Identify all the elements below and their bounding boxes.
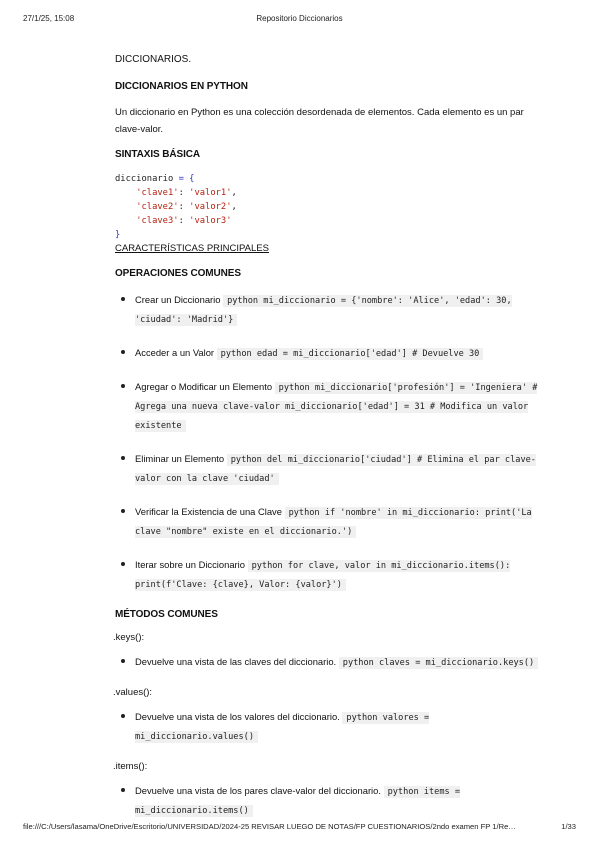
print-datetime: 27/1/25, 15:08 — [23, 14, 75, 23]
operation-label: Crear un Diccionario — [135, 294, 221, 305]
code-open-brace: { — [189, 174, 195, 184]
list-item — [115, 503, 540, 541]
print-header — [23, 14, 576, 26]
list-item — [115, 782, 540, 820]
code-value: 'valor1' — [189, 188, 232, 198]
method-list-items — [115, 782, 540, 820]
operations-list — [115, 291, 540, 594]
inline-code: python valores = mi_diccionario.values() — [135, 713, 430, 742]
intro-paragraph: Un diccionario en Python es una colección desordenada de elementos. Cada elemento es un par clave-valor. — [115, 107, 524, 135]
code-value: 'valor2' — [189, 202, 232, 212]
code-key: 'clave1' — [136, 188, 179, 198]
section-title-dictionaries: DICCIONARIOS EN PYTHON — [115, 81, 248, 92]
syntax-code-block: diccionario = { 'clave1': 'valor1', 'clave2': 'valor2', 'clave3': 'valor3' } — [115, 174, 237, 240]
print-file-path: file:///C:/Users/lasama/OneDrive/Escritorio/UNIVERSIDAD/2024-25 REVISAR LUEGO DE NOTAS/FP CUESTIONARIOS/2ndo examen FP 1/Re… — [23, 822, 516, 831]
operation-label: Agregar o Modificar un Elemento — [135, 381, 273, 392]
list-item — [115, 344, 540, 363]
section-title-methods: MÉTODOS COMUNES — [115, 609, 218, 620]
list-item — [115, 378, 540, 435]
top-label: DICCIONARIOS. — [115, 54, 192, 65]
method-description: Devuelve una vista de las claves del diccionario. — [135, 656, 337, 667]
list-item — [115, 291, 540, 329]
inline-code: python mi_diccionario = {'nombre': 'Alice', 'edad': 30, 'ciudad': 'Madrid'} — [135, 296, 512, 325]
code-value: 'valor3' — [189, 216, 232, 226]
document-body — [115, 54, 540, 835]
code-eq: = — [178, 174, 184, 184]
list-item — [115, 450, 540, 488]
list-item — [115, 653, 540, 672]
method-name-keys: .keys(): — [113, 632, 145, 643]
operation-label: Iterar sobre un Diccionario — [135, 559, 245, 570]
code-var: diccionario — [115, 174, 174, 184]
characteristics-link-heading: CARACTERÍSTICAS PRINCIPALES — [115, 243, 269, 254]
inline-code: python claves = mi_diccionario.keys() — [339, 657, 538, 669]
section-title-operations: OPERACIONES COMUNES — [115, 268, 241, 279]
method-description: Devuelve una vista de los pares clave-valor del diccionario. — [135, 785, 381, 796]
inline-code: python for clave, valor in mi_diccionario.items(): print(f'Clave: {clave}, Valor: {valor}') — [135, 561, 511, 590]
operation-label: Acceder a un Valor — [135, 347, 215, 358]
method-list-keys — [115, 653, 540, 672]
method-description: Devuelve una vista de los valores del diccionario. — [135, 711, 340, 722]
code-key: 'clave2' — [136, 202, 179, 212]
method-list-values — [115, 708, 540, 746]
inline-code: python del mi_diccionario['ciudad'] # Elimina el par clave-valor con la clave 'ciudad' — [135, 455, 536, 484]
operation-label: Verificar la Existencia de una Clave — [135, 506, 282, 517]
section-title-syntax: SINTAXIS BÁSICA — [115, 149, 200, 160]
code-close-brace: } — [115, 230, 121, 240]
method-name-values: .values(): — [113, 687, 153, 698]
print-page-number: 1/33 — [561, 822, 576, 831]
inline-code: python edad = mi_diccionario['edad'] # Devuelve 30 — [217, 348, 484, 360]
list-item — [115, 708, 540, 746]
inline-code: python items = mi_diccionario.items() — [135, 787, 461, 816]
code-sep: , — [231, 202, 237, 212]
inline-code: python mi_diccionario['profesión'] = 'Ingeniera' # Agrega una nueva clave-valor mi_diccionario['edad'] = 31 # Modifica un valor existente — [135, 383, 538, 431]
operation-label: Eliminar un Elemento — [135, 453, 225, 464]
code-sep: , — [231, 188, 237, 198]
method-name-items: .items(): — [113, 761, 148, 772]
inline-code: python if 'nombre' in mi_diccionario: print('La clave "nombre" existe en el diccionario.') — [135, 508, 532, 537]
list-item — [115, 556, 540, 594]
code-key: 'clave3' — [136, 216, 179, 226]
print-title: Repositorio Diccionarios — [256, 14, 343, 23]
